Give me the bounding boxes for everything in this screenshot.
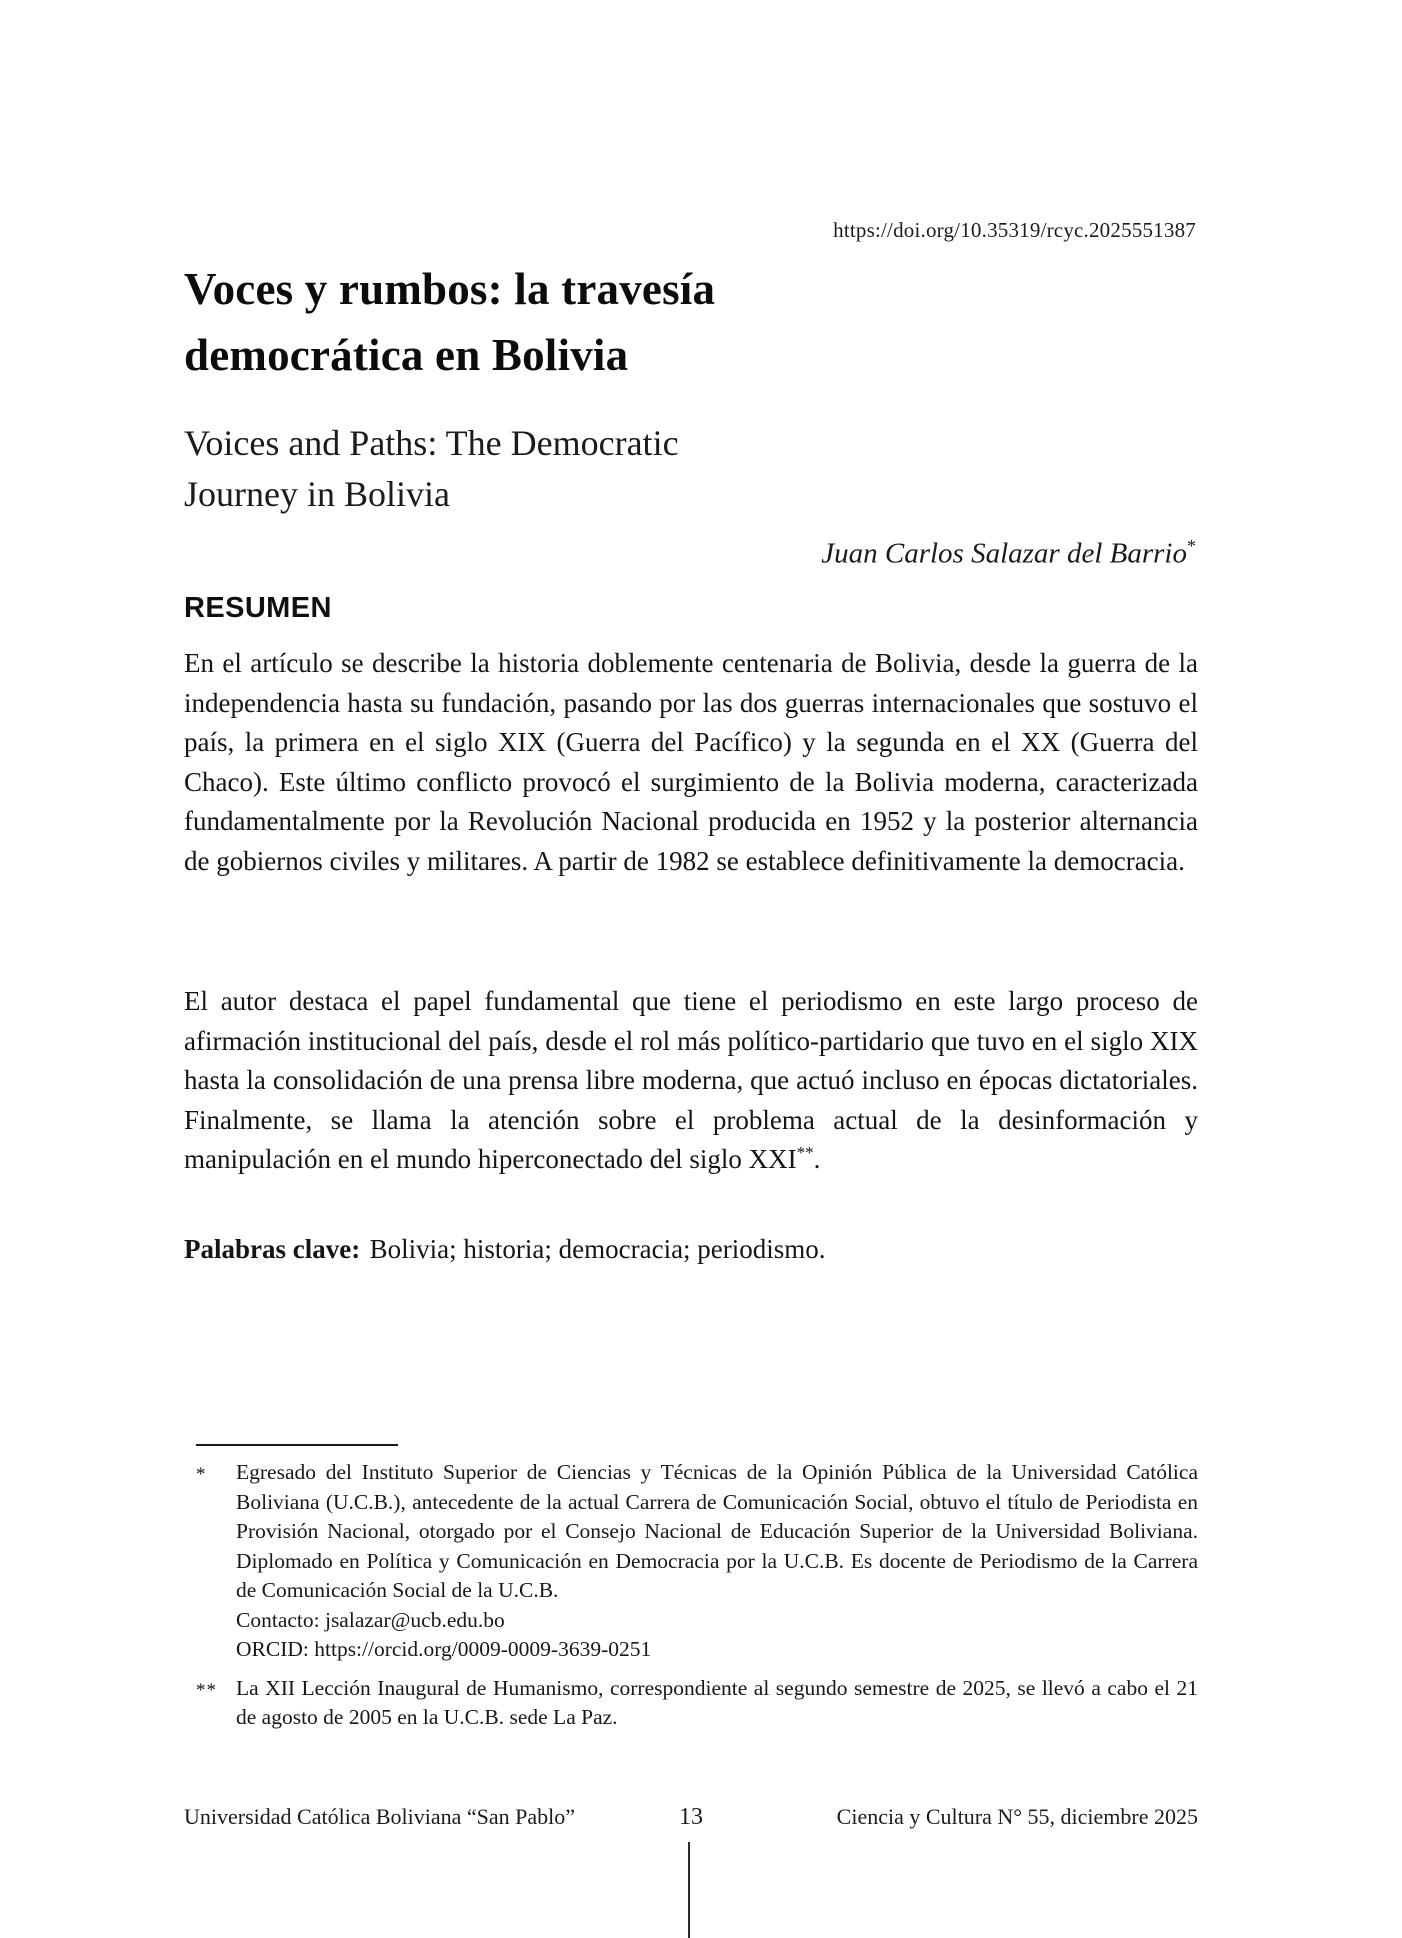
footnote-marker-double-asterisk: ** [196,1679,217,1701]
footnote-contact-line: Contacto: jsalazar@ucb.edu.bo [236,1607,505,1632]
article-title-spanish-line-1: Voces y rumbos: la travesía [184,264,716,314]
footnote-author-body [236,1458,1198,1665]
abstract-paragraph-2-text: El autor destaca el papel fundamental que tiene el periodismo en este largo proceso de afirmación institucional del país, desde el rol más político-partidario que tuvo en el siglo XIX hasta la consolidación de una prensa libre moderna, que actuó incluso en épocas dictatoriales. Finalmente, se llama la atención sobre el problema actual de la desinformación y manipulación en el mundo hiperconectado del siglo XXI [184,986,1198,1174]
article-title-english [184,418,679,520]
footnote-lecture [196,1674,1198,1733]
footnote-lecture-body [236,1674,1198,1733]
footer-journal-issue: Ciencia y Cultura N° 55, diciembre 2025 [836,1804,1198,1829]
author-name: Juan Carlos Salazar del Barrio [821,537,1187,570]
keywords-line [184,1234,1198,1265]
abstract-paragraph-1: En el artículo se describe la historia doblemente centenaria de Bolivia, desde la guerra de la independencia hasta su fundación, pasando por las dos guerras internacionales que sostuvo el país, la primera en el siglo XIX (Guerra del Pacífico) y la segunda en el XX (Guerra del Chaco). Este último conflicto provocó el surgimiento de la Bolivia moderna, caracterizada fundamentalmente por la Revolución Nacional producida en 1952 y la posterior alternancia de gobiernos civiles y militares. A partir de 1982 se establece definitivamente la democracia. [184,648,1198,876]
footnote-author [196,1458,1198,1665]
footnote-orcid-line: ORCID: https://orcid.org/0009-0009-3639-0251 [236,1637,652,1661]
page-footer [184,1804,1198,1831]
doi-link: https://doi.org/10.35319/rcyc.2025551387 [833,218,1196,242]
abstract-heading: RESUMEN [184,592,332,624]
abstract-paragraph-2 [184,982,1198,1180]
article-title-spanish [184,256,715,388]
article-title-english-line-1: Voices and Paths: The Democratic [184,423,679,463]
footnote-separator-rule [196,1444,398,1446]
article-title-english-line-2: Journey in Bolivia [184,474,450,514]
footnote-author-text: Egresado del Instituto Superior de Ciencias y Técnicas de la Opinión Pública de la Universidad Católica Boliviana (U.C.B.), antecedente de la actual Carrera de Comunicación Social, obtuvo el título de Periodista en Provisión Nacional, otorgado por el Consejo Nacional de Educación Superior de la Universidad Boliviana. Diplomado en Política y Comunicación en Democracia por la U.C.B. Es docente de Periodismo de la Carrera de Comunicación Social de la U.C.B. [236,1460,1198,1602]
author-byline [821,536,1196,571]
footnotes-section [196,1458,1198,1733]
keywords-label: Palabras clave: [184,1234,361,1264]
center-fold-line [688,1842,690,1938]
keywords-text: Bolivia; historia; democracia; periodismo. [369,1234,826,1264]
article-title-spanish-line-2: democrática en Bolivia [184,330,629,380]
footer-institution: Universidad Católica Boliviana “San Pablo” [184,1804,576,1829]
abstract-footnote-mark: ** [796,1143,814,1162]
author-footnote-mark: * [1187,536,1196,556]
footnote-marker-asterisk: * [196,1464,207,1485]
abstract-paragraph-2-period: . [813,1144,821,1174]
footnote-lecture-text: La XII Lección Inaugural de Humanismo, correspondiente al segundo semestre de 2025, se llevó a cabo el 21 de agosto de 2005 en la U.C.B. sede La Paz. [236,1675,1198,1729]
page-number: 13 [679,1804,703,1830]
